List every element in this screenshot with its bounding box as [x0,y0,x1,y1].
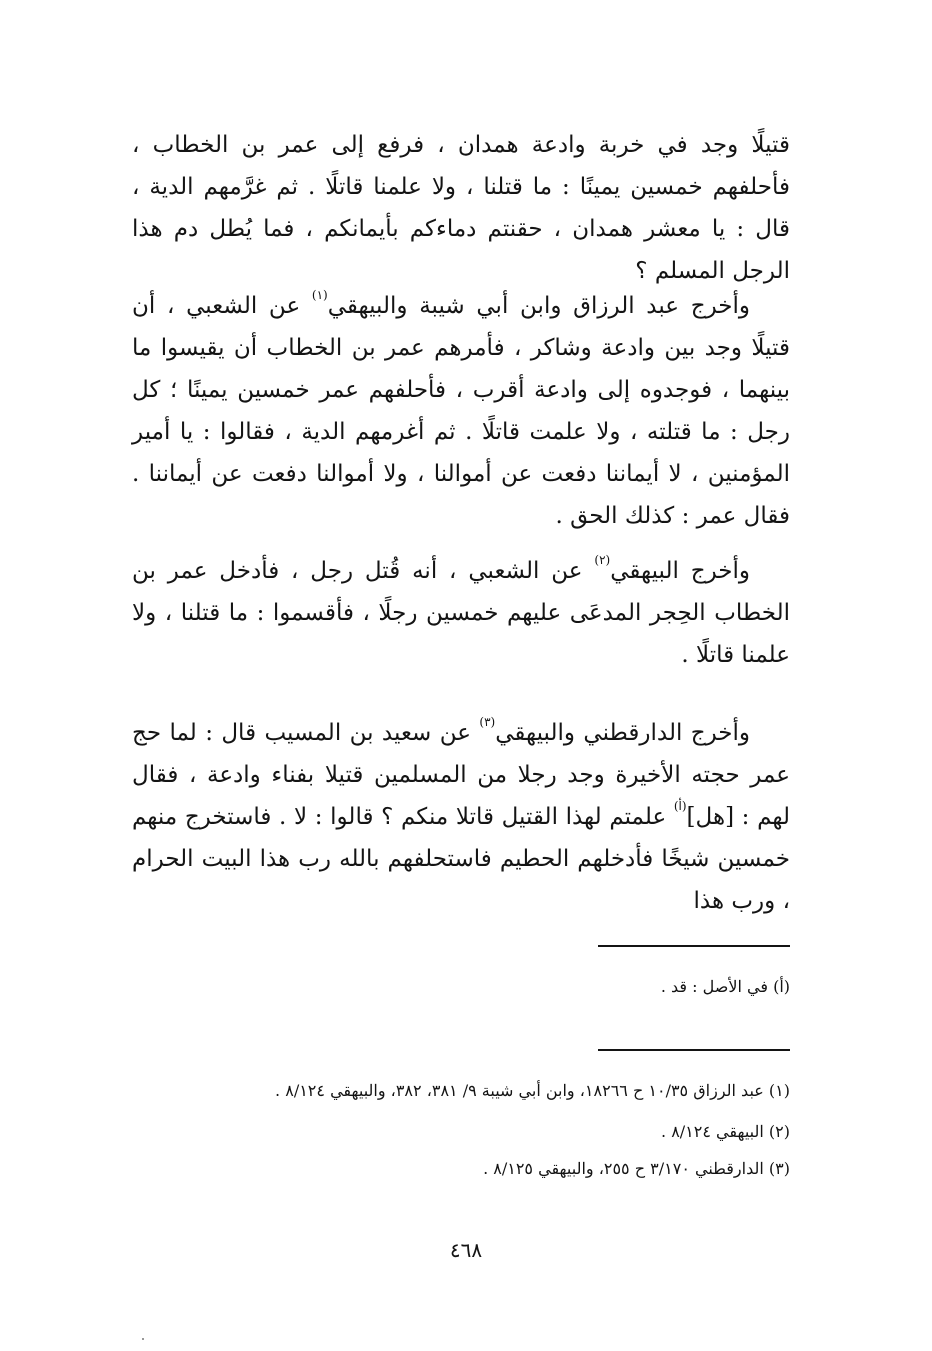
scan-speck [142,1338,144,1340]
footnote-3: (٣) الدارقطني ٣/١٧٠ ح ٢٥٥، والبيهقي ٨/١٢٥ . [483,1159,790,1178]
paragraph-4 [132,712,790,922]
paragraph-1 [132,124,790,292]
editor-note-divider [598,945,790,947]
paragraph-1-text: قتيلًا وجد في خربة وادعة همدان ، فرفع إلى عمر بن الخطاب ، فأحلفهم خمسين يمينًا : ما قتلنا ، ولا علمنا قاتلًا . ثم غرَّمهم الدية ، قال : يا معشر همدان ، حقنتم دماءكم بأيمانكم ، فما يُطل دم هذا الرجل المسلم ؟ [132,132,790,284]
paragraph-2-text-start: وأخرج عبد الرزاق وابن أبي شيبة والبيهقي [327,293,750,319]
footnote-ref-2: (٢) [594,553,611,567]
paragraph-3 [132,550,790,676]
footnote-ref-3: (٣) [479,715,496,729]
paragraph-2 [132,285,790,537]
paragraph-4-text-start: وأخرج الدارقطني والبيهقي [495,720,751,746]
paragraph-3-text-start: وأخرج البيهقي [610,558,750,584]
editor-note-ref: (أ) [673,799,687,813]
page-number: ٤٦٨ [449,1238,483,1262]
editor-note: (أ) في الأصل : قد . [660,977,790,996]
paragraph-3-text-end: عن الشعبي ، أنه قُتل رجل ، فأدخل عمر بن الخطاب الحِجر المدعَى عليهم خمسين رجلًا ، فأقسموا : ما قتلنا ، ولا علمنا قاتلًا . [132,558,790,668]
footnotes-divider [598,1049,790,1051]
footnote-1: (١) عبد الرزاق ١٠/٣٥ ح ١٨٢٦٦، وابن أبي شيبة ٩/ ٣٨١، ٣٨٢، والبيهقي ٨/١٢٤ . [275,1081,790,1100]
paragraph-4-text-end: علمتم لهذا القتيل قاتلا منكم ؟ قالوا : لا . فاستخرج منهم خمسين شيخًا فأدخلهم الحطيم فاستحلفهم بالله رب هذا البيت الحرام ، ورب هذا [132,804,790,914]
footnote-ref-1: (١) [311,288,328,302]
footnote-2: (٢) البيهقي ٨/١٢٤ . [661,1122,790,1141]
paragraph-2-text-end: عن الشعبي ، أن قتيلًا وجد بين وادعة وشاكر ، فأمرهم عمر بن الخطاب أن يقيسوا ما بينهما ، فوجدوه إلى وادعة أقرب ، فأحلفهم عمر خمسين يمينًا ؛ كل رجل : ما قتلته ، ولا علمت قاتلًا . ثم أغرمهم الدية ، فقالوا : يا أمير المؤمنين ، لا أيماننا دفعت عن أموالنا ، ولا أموالنا دفعت عن أيماننا . فقال عمر : كذلك الحق . [132,293,790,529]
paragraph-4-text-middle: عن سعيد بن المسيب قال : لما حج عمر حجته الأخيرة وجد رجلا من المسلمين قتيلا بفناء وادعة ، فقال لهم : [هل] [132,720,790,830]
